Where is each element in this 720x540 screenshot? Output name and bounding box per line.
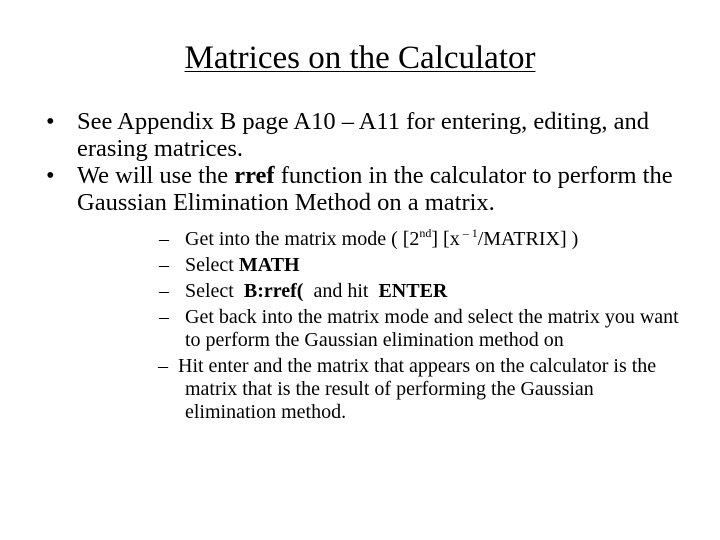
step-list [77,228,700,424]
step-text: ] [x [431,228,460,250]
bullet-item-rref [0,162,720,424]
step-text: Hit enter and the matrix that appears on the calculator is the matrix that is the result of performing the Gaussian elimination method. [178,355,657,423]
step-text: Get back into the matrix mode and select the matrix you want to perform the Gaussian elimination method on [185,306,679,351]
step-select-math [77,254,700,277]
math-keyword: MATH [238,254,300,276]
dash-marker: – [159,280,169,302]
bullet-item-appendix [0,108,720,162]
step-matrix-mode [77,228,700,251]
step-select-rref [77,280,700,303]
slide-title [0,38,720,78]
bullet-text-before: We will use the [77,162,235,189]
superscript-nd: nd [419,226,432,240]
rref-option-keyword: B:rref( [243,280,304,302]
step-text: Select [185,254,239,276]
step-text: /MATRIX] ) [477,228,579,250]
bullet-list [0,108,720,427]
bullet-marker: • [46,162,55,189]
dash-marker: – [159,306,169,328]
superscript-inverse: – 1 [459,226,478,240]
step-text: Get into the matrix mode ( [2 [185,228,420,250]
step-hit-enter [77,355,700,424]
step-text: Select [185,280,244,302]
dash-marker: – [159,254,169,276]
bullet-marker: • [46,108,55,135]
enter-keyword: ENTER [378,280,448,302]
title-text: Matrices on the Calculator [184,40,536,76]
bullet-text: See Appendix B page A10 – A11 for entering, editing, and erasing matrices. [77,108,650,162]
step-text: and hit [303,280,379,302]
dash-marker: – [159,228,169,250]
rref-keyword: rref [234,162,275,189]
dash-marker: – [158,355,168,377]
step-select-matrix [77,306,700,352]
bullet-text-after: function in the calculator to perform the Gaussian Elimination Method on a matrix. [77,162,673,216]
